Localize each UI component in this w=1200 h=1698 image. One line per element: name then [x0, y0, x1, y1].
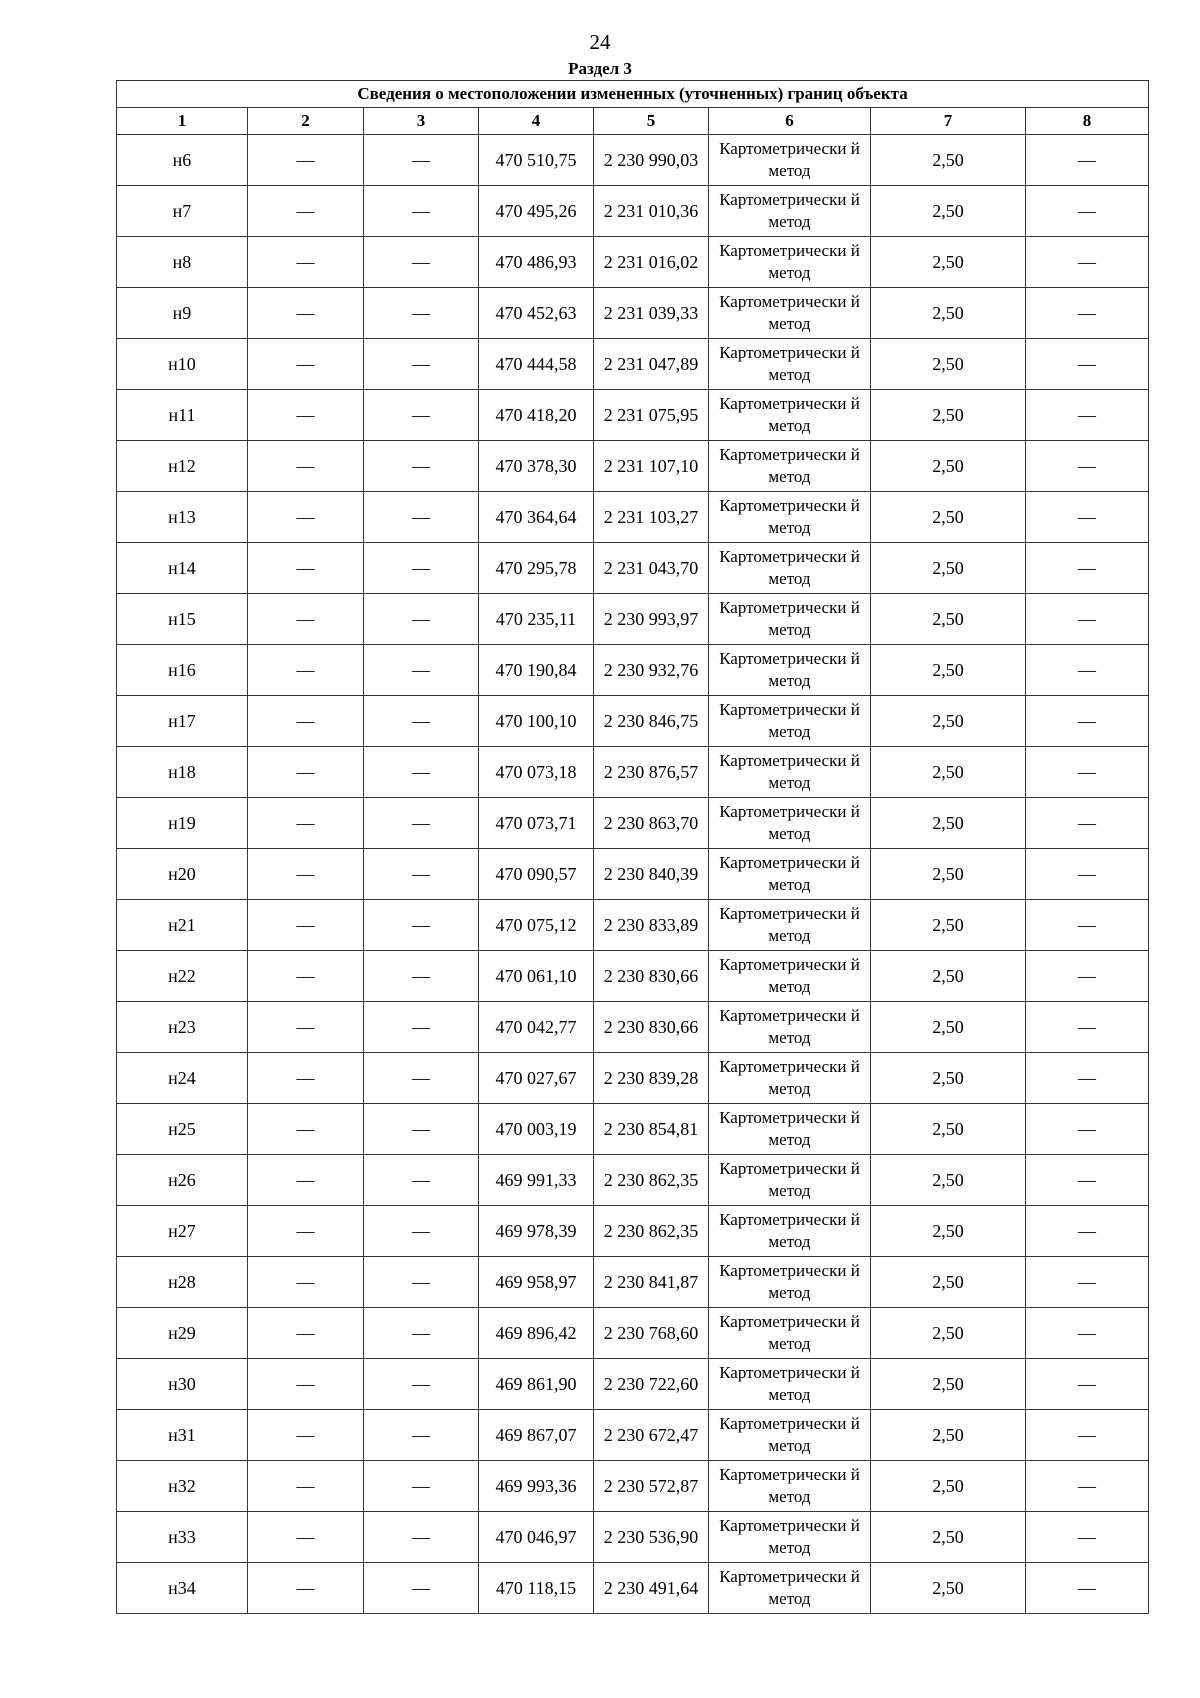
point-name-cell: н26 — [117, 1155, 248, 1206]
table-row — [117, 186, 1149, 237]
cell-col2: — — [248, 1053, 364, 1104]
method-cell: Картометрически й метод — [709, 1053, 871, 1104]
x-coordinate-cell: 470 486,93 — [479, 237, 594, 288]
x-coordinate-cell: 470 118,15 — [479, 1563, 594, 1614]
cell-col2: — — [248, 1410, 364, 1461]
cell-col2: — — [248, 1563, 364, 1614]
method-cell: Картометрически й метод — [709, 747, 871, 798]
method-cell: Картометрически й метод — [709, 1359, 871, 1410]
column-number: 3 — [364, 108, 479, 135]
x-coordinate-cell: 470 444,58 — [479, 339, 594, 390]
cell-col3: — — [364, 1002, 479, 1053]
y-coordinate-cell: 2 230 863,70 — [594, 798, 709, 849]
cell-col8: — — [1026, 594, 1149, 645]
x-coordinate-cell: 470 295,78 — [479, 543, 594, 594]
x-coordinate-cell: 470 364,64 — [479, 492, 594, 543]
accuracy-cell: 2,50 — [871, 1104, 1026, 1155]
cell-col2: — — [248, 543, 364, 594]
cell-col2: — — [248, 1461, 364, 1512]
method-cell: Картометрически й метод — [709, 1461, 871, 1512]
table-row — [117, 900, 1149, 951]
table-row — [117, 492, 1149, 543]
point-name-cell: н22 — [117, 951, 248, 1002]
point-name-cell: н17 — [117, 696, 248, 747]
point-name-cell: н18 — [117, 747, 248, 798]
cell-col3: — — [364, 390, 479, 441]
point-name-cell: н8 — [117, 237, 248, 288]
cell-col3: — — [364, 1410, 479, 1461]
method-cell: Картометрически й метод — [709, 1002, 871, 1053]
x-coordinate-cell: 470 418,20 — [479, 390, 594, 441]
table-row — [117, 849, 1149, 900]
x-coordinate-cell: 469 978,39 — [479, 1206, 594, 1257]
method-cell: Картометрически й метод — [709, 1512, 871, 1563]
cell-col8: — — [1026, 1155, 1149, 1206]
table-row — [117, 798, 1149, 849]
cell-col8: — — [1026, 798, 1149, 849]
table-row — [117, 594, 1149, 645]
point-name-cell: н10 — [117, 339, 248, 390]
accuracy-cell: 2,50 — [871, 339, 1026, 390]
cell-col8: — — [1026, 1308, 1149, 1359]
section-title: Раздел 3 — [568, 59, 632, 78]
method-cell: Картометрически й метод — [709, 1308, 871, 1359]
accuracy-cell: 2,50 — [871, 288, 1026, 339]
cell-col3: — — [364, 696, 479, 747]
accuracy-cell: 2,50 — [871, 390, 1026, 441]
cell-col3: — — [364, 237, 479, 288]
point-name-cell: н21 — [117, 900, 248, 951]
y-coordinate-cell: 2 230 993,97 — [594, 594, 709, 645]
table-row — [117, 951, 1149, 1002]
table-row — [117, 543, 1149, 594]
cell-col2: — — [248, 441, 364, 492]
method-cell: Картометрически й метод — [709, 135, 871, 186]
x-coordinate-cell: 470 495,26 — [479, 186, 594, 237]
cell-col8: — — [1026, 1563, 1149, 1614]
point-name-cell: н34 — [117, 1563, 248, 1614]
point-name-cell: н33 — [117, 1512, 248, 1563]
y-coordinate-cell: 2 230 830,66 — [594, 1002, 709, 1053]
accuracy-cell: 2,50 — [871, 1359, 1026, 1410]
y-coordinate-cell: 2 231 010,36 — [594, 186, 709, 237]
cell-col2: — — [248, 339, 364, 390]
table-row — [117, 135, 1149, 186]
accuracy-cell: 2,50 — [871, 645, 1026, 696]
accuracy-cell: 2,50 — [871, 594, 1026, 645]
table-row — [117, 1359, 1149, 1410]
accuracy-cell: 2,50 — [871, 747, 1026, 798]
cell-col2: — — [248, 1359, 364, 1410]
method-cell: Картометрически й метод — [709, 237, 871, 288]
cell-col8: — — [1026, 1410, 1149, 1461]
table-row — [117, 1053, 1149, 1104]
cell-col2: — — [248, 1206, 364, 1257]
x-coordinate-cell: 470 452,63 — [479, 288, 594, 339]
point-name-cell: н12 — [117, 441, 248, 492]
accuracy-cell: 2,50 — [871, 441, 1026, 492]
x-coordinate-cell: 469 861,90 — [479, 1359, 594, 1410]
method-cell: Картометрически й метод — [709, 288, 871, 339]
method-cell: Картометрически й метод — [709, 492, 871, 543]
y-coordinate-cell: 2 230 862,35 — [594, 1206, 709, 1257]
cell-col2: — — [248, 798, 364, 849]
point-name-cell: н32 — [117, 1461, 248, 1512]
cell-col8: — — [1026, 645, 1149, 696]
cell-col3: — — [364, 900, 479, 951]
point-name-cell: н23 — [117, 1002, 248, 1053]
x-coordinate-cell: 470 046,97 — [479, 1512, 594, 1563]
cell-col3: — — [364, 1359, 479, 1410]
column-number: 2 — [248, 108, 364, 135]
cell-col8: — — [1026, 492, 1149, 543]
point-name-cell: н27 — [117, 1206, 248, 1257]
point-name-cell: н24 — [117, 1053, 248, 1104]
cell-col8: — — [1026, 951, 1149, 1002]
table-row — [117, 1410, 1149, 1461]
cell-col3: — — [364, 1053, 479, 1104]
cell-col8: — — [1026, 186, 1149, 237]
y-coordinate-cell: 2 231 043,70 — [594, 543, 709, 594]
method-cell: Картометрически й метод — [709, 1563, 871, 1614]
point-name-cell: н9 — [117, 288, 248, 339]
accuracy-cell: 2,50 — [871, 1053, 1026, 1104]
cell-col8: — — [1026, 1104, 1149, 1155]
cell-col2: — — [248, 390, 364, 441]
cell-col3: — — [364, 747, 479, 798]
cell-col3: — — [364, 951, 479, 1002]
x-coordinate-cell: 470 378,30 — [479, 441, 594, 492]
accuracy-cell: 2,50 — [871, 237, 1026, 288]
cell-col2: — — [248, 237, 364, 288]
cell-col8: — — [1026, 1512, 1149, 1563]
column-number: 7 — [871, 108, 1026, 135]
y-coordinate-cell: 2 231 016,02 — [594, 237, 709, 288]
page-number: 24 — [589, 30, 611, 54]
x-coordinate-cell: 470 061,10 — [479, 951, 594, 1002]
cell-col2: — — [248, 288, 364, 339]
accuracy-cell: 2,50 — [871, 1410, 1026, 1461]
cell-col3: — — [364, 1461, 479, 1512]
cell-col3: — — [364, 849, 479, 900]
y-coordinate-cell: 2 230 768,60 — [594, 1308, 709, 1359]
y-coordinate-cell: 2 230 536,90 — [594, 1512, 709, 1563]
cell-col3: — — [364, 339, 479, 390]
point-name-cell: н20 — [117, 849, 248, 900]
cell-col8: — — [1026, 390, 1149, 441]
column-number: 5 — [594, 108, 709, 135]
x-coordinate-cell: 469 867,07 — [479, 1410, 594, 1461]
y-coordinate-cell: 2 230 572,87 — [594, 1461, 709, 1512]
accuracy-cell: 2,50 — [871, 849, 1026, 900]
cell-col3: — — [364, 1206, 479, 1257]
cell-col3: — — [364, 1257, 479, 1308]
column-number: 6 — [709, 108, 871, 135]
x-coordinate-cell: 469 958,97 — [479, 1257, 594, 1308]
cell-col2: — — [248, 951, 364, 1002]
method-cell: Картометрически й метод — [709, 543, 871, 594]
cell-col2: — — [248, 492, 364, 543]
method-cell: Картометрически й метод — [709, 849, 871, 900]
method-cell: Картометрически й метод — [709, 1206, 871, 1257]
point-name-cell: н30 — [117, 1359, 248, 1410]
x-coordinate-cell: 470 027,67 — [479, 1053, 594, 1104]
table-body — [117, 135, 1149, 1614]
y-coordinate-cell: 2 231 103,27 — [594, 492, 709, 543]
table-row — [117, 1257, 1149, 1308]
table-row — [117, 696, 1149, 747]
cell-col8: — — [1026, 441, 1149, 492]
accuracy-cell: 2,50 — [871, 1512, 1026, 1563]
table-row — [117, 288, 1149, 339]
accuracy-cell: 2,50 — [871, 1563, 1026, 1614]
cell-col8: — — [1026, 1257, 1149, 1308]
cell-col8: — — [1026, 1359, 1149, 1410]
accuracy-cell: 2,50 — [871, 798, 1026, 849]
point-name-cell: н6 — [117, 135, 248, 186]
cell-col2: — — [248, 900, 364, 951]
accuracy-cell: 2,50 — [871, 1002, 1026, 1053]
column-number-row — [117, 108, 1149, 135]
point-name-cell: н7 — [117, 186, 248, 237]
cell-col2: — — [248, 747, 364, 798]
table-row — [117, 1155, 1149, 1206]
table-row — [117, 441, 1149, 492]
point-name-cell: н11 — [117, 390, 248, 441]
y-coordinate-cell: 2 230 862,35 — [594, 1155, 709, 1206]
table-row — [117, 237, 1149, 288]
method-cell: Картометрически й метод — [709, 1257, 871, 1308]
y-coordinate-cell: 2 230 990,03 — [594, 135, 709, 186]
y-coordinate-cell: 2 230 833,89 — [594, 900, 709, 951]
cell-col3: — — [364, 441, 479, 492]
table-row — [117, 1461, 1149, 1512]
x-coordinate-cell: 470 090,57 — [479, 849, 594, 900]
cell-col8: — — [1026, 1461, 1149, 1512]
cell-col3: — — [364, 1308, 479, 1359]
cell-col8: — — [1026, 1002, 1149, 1053]
method-cell: Картометрически й метод — [709, 696, 871, 747]
column-number: 4 — [479, 108, 594, 135]
method-cell: Картометрически й метод — [709, 798, 871, 849]
column-number: 8 — [1026, 108, 1149, 135]
x-coordinate-cell: 470 190,84 — [479, 645, 594, 696]
point-name-cell: н16 — [117, 645, 248, 696]
table-row — [117, 1002, 1149, 1053]
point-name-cell: н31 — [117, 1410, 248, 1461]
cell-col2: — — [248, 849, 364, 900]
accuracy-cell: 2,50 — [871, 951, 1026, 1002]
x-coordinate-cell: 470 073,71 — [479, 798, 594, 849]
method-cell: Картометрически й метод — [709, 1410, 871, 1461]
cell-col8: — — [1026, 288, 1149, 339]
cell-col8: — — [1026, 543, 1149, 594]
y-coordinate-cell: 2 230 932,76 — [594, 645, 709, 696]
table-row — [117, 1104, 1149, 1155]
table-row — [117, 1206, 1149, 1257]
cell-col2: — — [248, 1257, 364, 1308]
cell-col3: — — [364, 1155, 479, 1206]
cell-col8: — — [1026, 696, 1149, 747]
cell-col3: — — [364, 1512, 479, 1563]
y-coordinate-cell: 2 231 039,33 — [594, 288, 709, 339]
y-coordinate-cell: 2 230 672,47 — [594, 1410, 709, 1461]
x-coordinate-cell: 470 510,75 — [479, 135, 594, 186]
x-coordinate-cell: 470 100,10 — [479, 696, 594, 747]
cell-col2: — — [248, 135, 364, 186]
accuracy-cell: 2,50 — [871, 1155, 1026, 1206]
column-number: 1 — [117, 108, 248, 135]
y-coordinate-cell: 2 230 840,39 — [594, 849, 709, 900]
cell-col8: — — [1026, 747, 1149, 798]
y-coordinate-cell: 2 231 047,89 — [594, 339, 709, 390]
y-coordinate-cell: 2 230 841,87 — [594, 1257, 709, 1308]
point-name-cell: н13 — [117, 492, 248, 543]
cell-col3: — — [364, 543, 479, 594]
method-cell: Картометрически й метод — [709, 951, 871, 1002]
x-coordinate-cell: 470 235,11 — [479, 594, 594, 645]
y-coordinate-cell: 2 230 839,28 — [594, 1053, 709, 1104]
cell-col2: — — [248, 1002, 364, 1053]
x-coordinate-cell: 469 896,42 — [479, 1308, 594, 1359]
cell-col8: — — [1026, 237, 1149, 288]
cell-col3: — — [364, 1104, 479, 1155]
cell-col2: — — [248, 594, 364, 645]
y-coordinate-cell: 2 231 107,10 — [594, 441, 709, 492]
x-coordinate-cell: 470 042,77 — [479, 1002, 594, 1053]
x-coordinate-cell: 469 991,33 — [479, 1155, 594, 1206]
table-row — [117, 1563, 1149, 1614]
accuracy-cell: 2,50 — [871, 543, 1026, 594]
cell-col2: — — [248, 1512, 364, 1563]
method-cell: Картометрически й метод — [709, 1104, 871, 1155]
method-cell: Картометрически й метод — [709, 441, 871, 492]
y-coordinate-cell: 2 230 846,75 — [594, 696, 709, 747]
cell-col2: — — [248, 645, 364, 696]
accuracy-cell: 2,50 — [871, 900, 1026, 951]
cell-col8: — — [1026, 1206, 1149, 1257]
accuracy-cell: 2,50 — [871, 1257, 1026, 1308]
table-row — [117, 747, 1149, 798]
x-coordinate-cell: 470 073,18 — [479, 747, 594, 798]
table-row — [117, 1308, 1149, 1359]
cell-col3: — — [364, 1563, 479, 1614]
y-coordinate-cell: 2 230 491,64 — [594, 1563, 709, 1614]
cell-col3: — — [364, 492, 479, 543]
cell-col3: — — [364, 186, 479, 237]
point-name-cell: н14 — [117, 543, 248, 594]
table-row — [117, 645, 1149, 696]
table-row — [117, 1512, 1149, 1563]
y-coordinate-cell: 2 230 722,60 — [594, 1359, 709, 1410]
cell-col3: — — [364, 288, 479, 339]
method-cell: Картометрически й метод — [709, 645, 871, 696]
cell-col8: — — [1026, 339, 1149, 390]
cell-col3: — — [364, 594, 479, 645]
cell-col8: — — [1026, 1053, 1149, 1104]
accuracy-cell: 2,50 — [871, 186, 1026, 237]
cell-col8: — — [1026, 135, 1149, 186]
method-cell: Картометрически й метод — [709, 339, 871, 390]
table-caption: Сведения о местоположении измененных (уточненных) границ объекта — [117, 81, 1149, 108]
accuracy-cell: 2,50 — [871, 135, 1026, 186]
cell-col3: — — [364, 645, 479, 696]
y-coordinate-cell: 2 230 854,81 — [594, 1104, 709, 1155]
cell-col2: — — [248, 696, 364, 747]
table-row — [117, 339, 1149, 390]
point-name-cell: н28 — [117, 1257, 248, 1308]
cell-col3: — — [364, 798, 479, 849]
cell-col2: — — [248, 1155, 364, 1206]
point-name-cell: н29 — [117, 1308, 248, 1359]
x-coordinate-cell: 469 993,36 — [479, 1461, 594, 1512]
accuracy-cell: 2,50 — [871, 1206, 1026, 1257]
point-name-cell: н19 — [117, 798, 248, 849]
accuracy-cell: 2,50 — [871, 1308, 1026, 1359]
method-cell: Картометрически й метод — [709, 390, 871, 441]
method-cell: Картометрически й метод — [709, 186, 871, 237]
x-coordinate-cell: 470 003,19 — [479, 1104, 594, 1155]
y-coordinate-cell: 2 230 830,66 — [594, 951, 709, 1002]
cell-col2: — — [248, 1104, 364, 1155]
cell-col3: — — [364, 135, 479, 186]
method-cell: Картометрически й метод — [709, 900, 871, 951]
y-coordinate-cell: 2 230 876,57 — [594, 747, 709, 798]
cell-col8: — — [1026, 849, 1149, 900]
cell-col2: — — [248, 1308, 364, 1359]
point-name-cell: н15 — [117, 594, 248, 645]
method-cell: Картометрически й метод — [709, 594, 871, 645]
accuracy-cell: 2,50 — [871, 696, 1026, 747]
accuracy-cell: 2,50 — [871, 492, 1026, 543]
coordinates-table — [116, 80, 1149, 1614]
method-cell: Картометрически й метод — [709, 1155, 871, 1206]
y-coordinate-cell: 2 231 075,95 — [594, 390, 709, 441]
cell-col8: — — [1026, 900, 1149, 951]
accuracy-cell: 2,50 — [871, 1461, 1026, 1512]
table-row — [117, 390, 1149, 441]
x-coordinate-cell: 470 075,12 — [479, 900, 594, 951]
point-name-cell: н25 — [117, 1104, 248, 1155]
cell-col2: — — [248, 186, 364, 237]
